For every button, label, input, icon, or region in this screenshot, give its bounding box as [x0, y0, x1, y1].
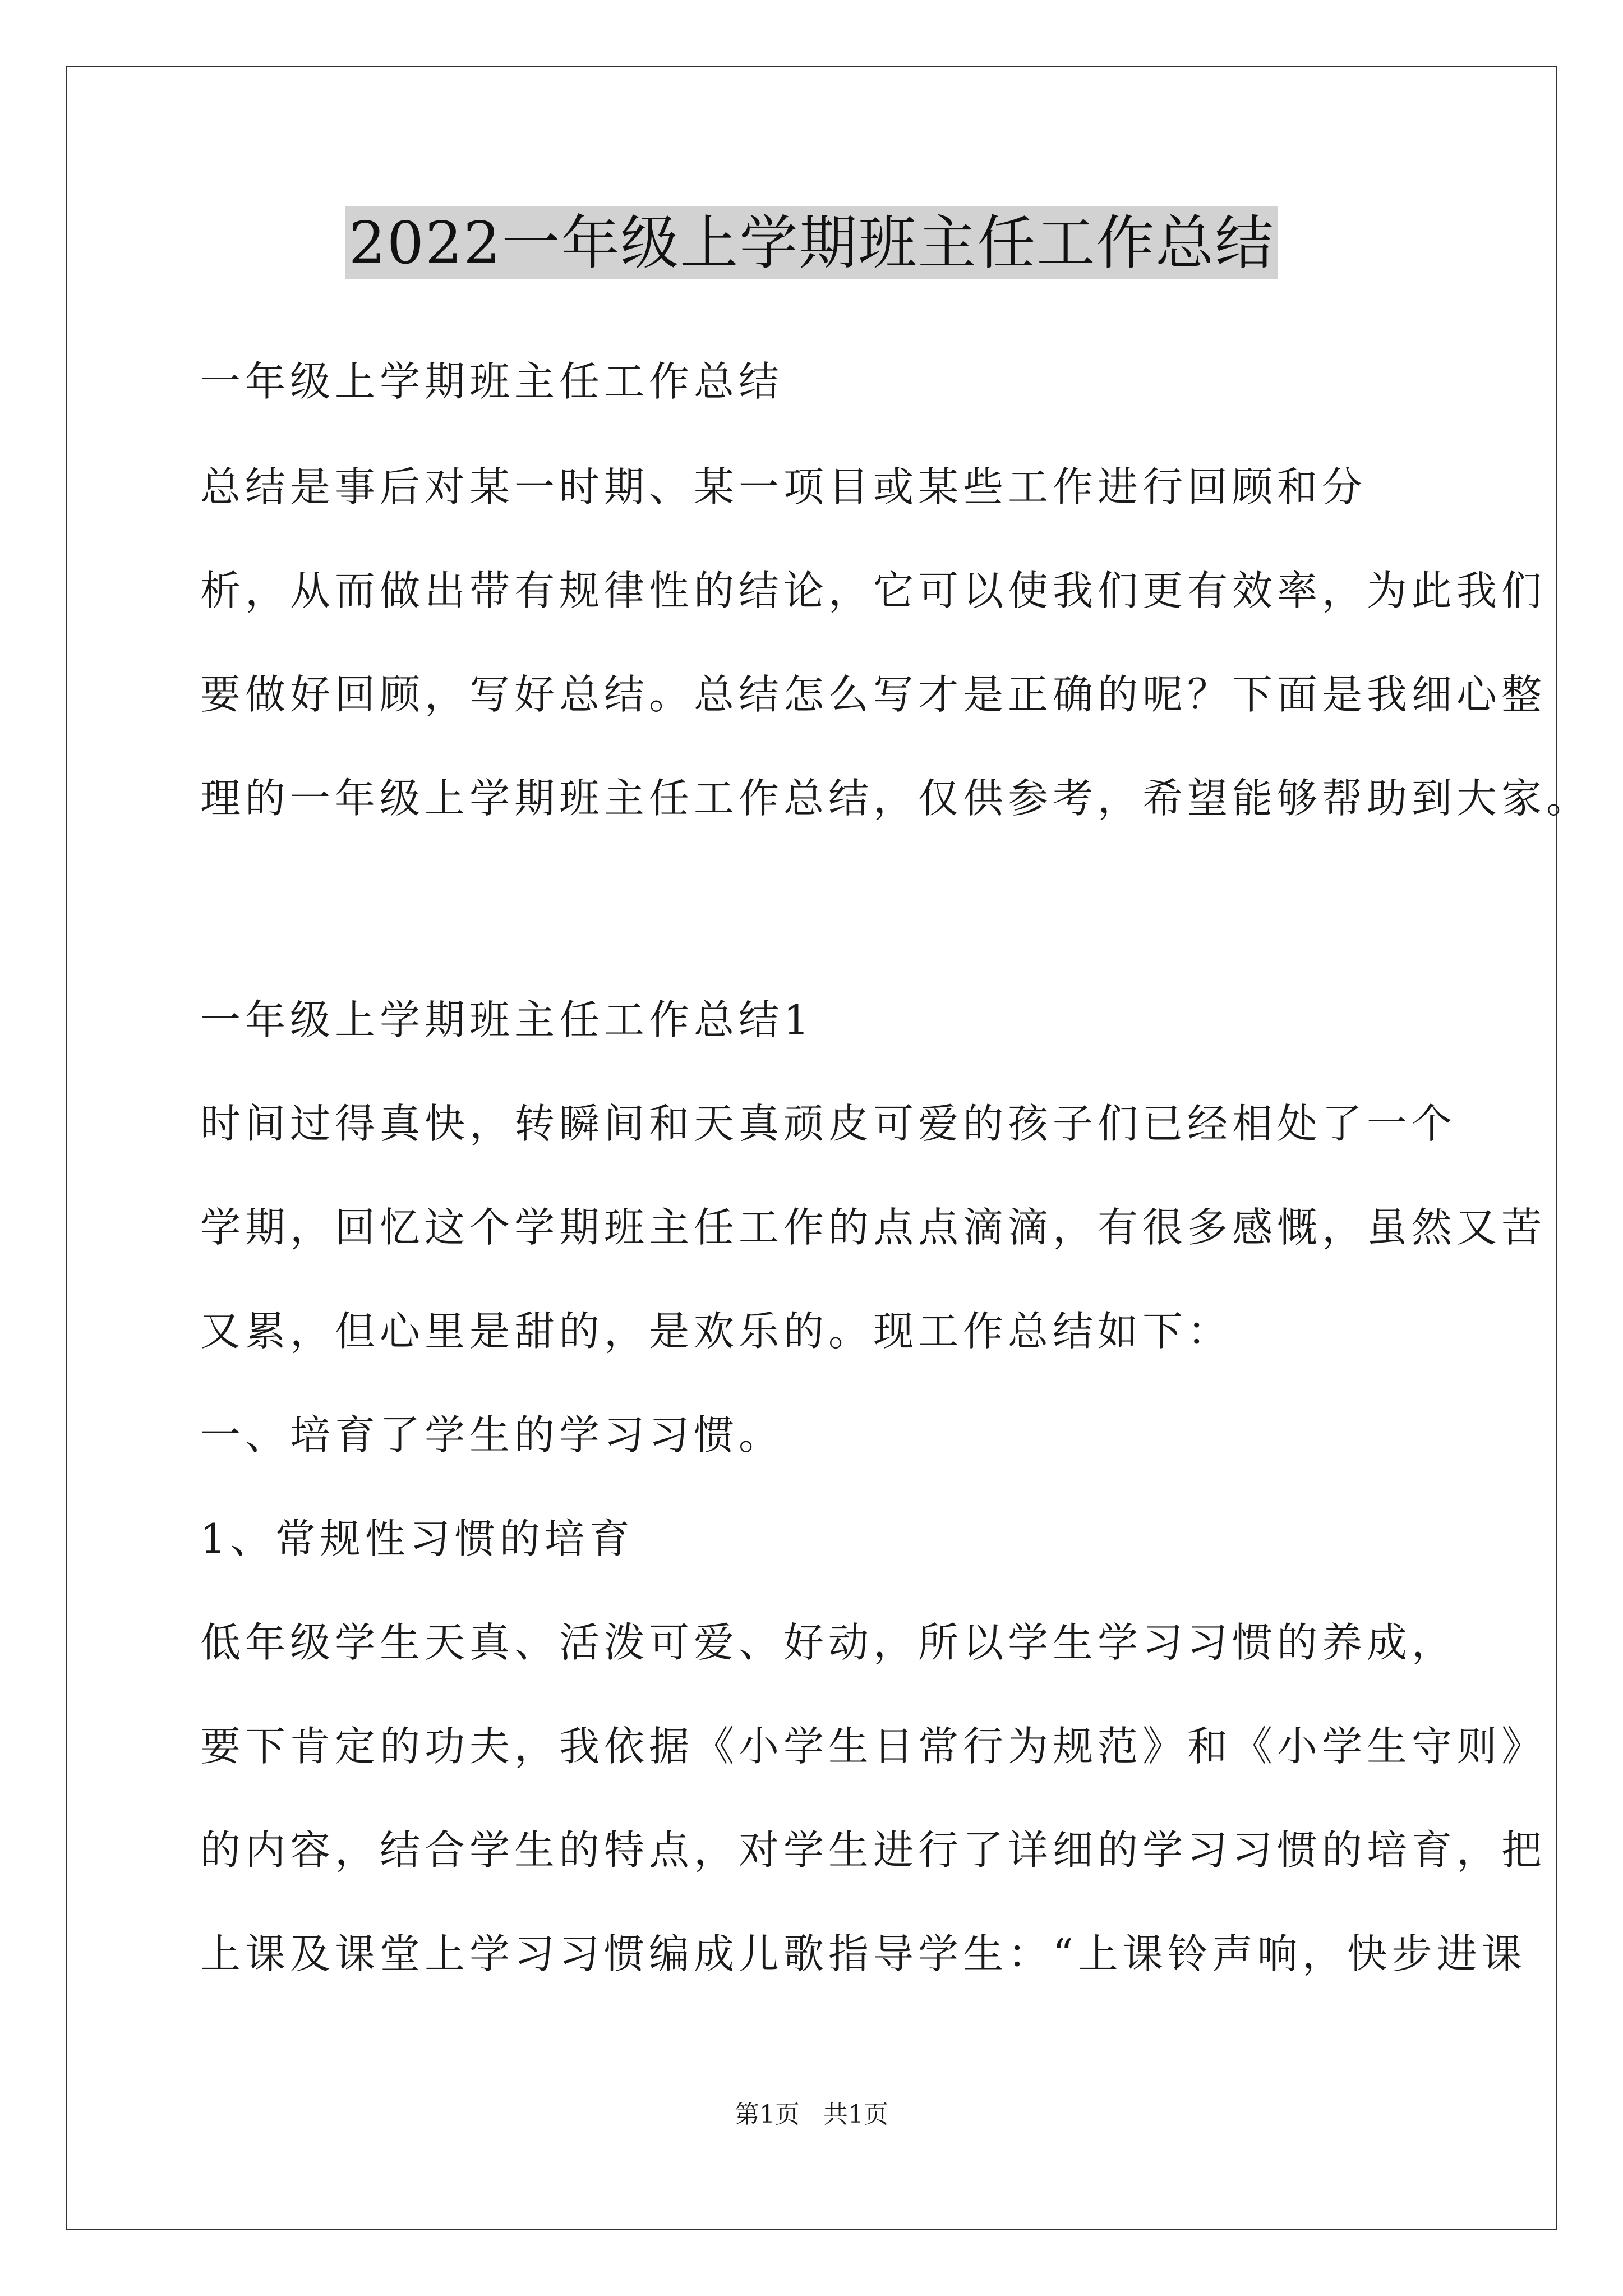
body-line: 低年级学生天真、活泼可爱、好动，所以学生学习习惯的养成，: [200, 1619, 1457, 1666]
intro-line-4: 理的一年级上学期班主任工作总结，仅供参考，希望能够帮助到大家。: [200, 775, 1592, 822]
body-line: 学期，回忆这个学期班主任工作的点点滴滴，有很多感慨，虽然又苦: [200, 1204, 1547, 1251]
intro-line-3: 要做好回顾，写好总结。总结怎么写才是正确的呢？下面是我细心整: [200, 671, 1547, 718]
body-line: 一、培育了学生的学习习惯。: [200, 1411, 784, 1458]
body-line: 1、常规性习惯的培育: [200, 1515, 634, 1562]
body-line: 要下肯定的功夫，我依据《小学生日常行为规范》和《小学生守则》: [200, 1723, 1547, 1770]
body-line: 又累，但心里是甜的，是欢乐的。现工作总结如下：: [200, 1308, 1233, 1355]
page-footer: 第1页 共1页: [735, 2100, 888, 2129]
intro-line-2: 析，从而做出带有规律性的结论，它可以使我们更有效率，为此我们: [200, 567, 1547, 614]
body-line: 时间过得真快，转瞬间和天真顽皮可爱的孩子们已经相处了一个: [200, 1100, 1457, 1147]
section-heading: 一年级上学期班主任工作总结1: [200, 996, 814, 1043]
intro-line-1: 总结是事后对某一时期、某一项目或某些工作进行回顾和分: [200, 463, 1367, 510]
subtitle-line: 一年级上学期班主任工作总结: [200, 358, 784, 405]
title-wrap: [0, 206, 1623, 279]
document-title: 2022一年级上学期班主任工作总结: [345, 206, 1278, 279]
body-line: 上课及课堂上学习习惯编成儿歌指导学生：“上课铃声响，快步进课: [200, 1930, 1527, 1977]
body-line: 的内容，结合学生的特点，对学生进行了详细的学习习惯的培育，把: [200, 1826, 1547, 1874]
